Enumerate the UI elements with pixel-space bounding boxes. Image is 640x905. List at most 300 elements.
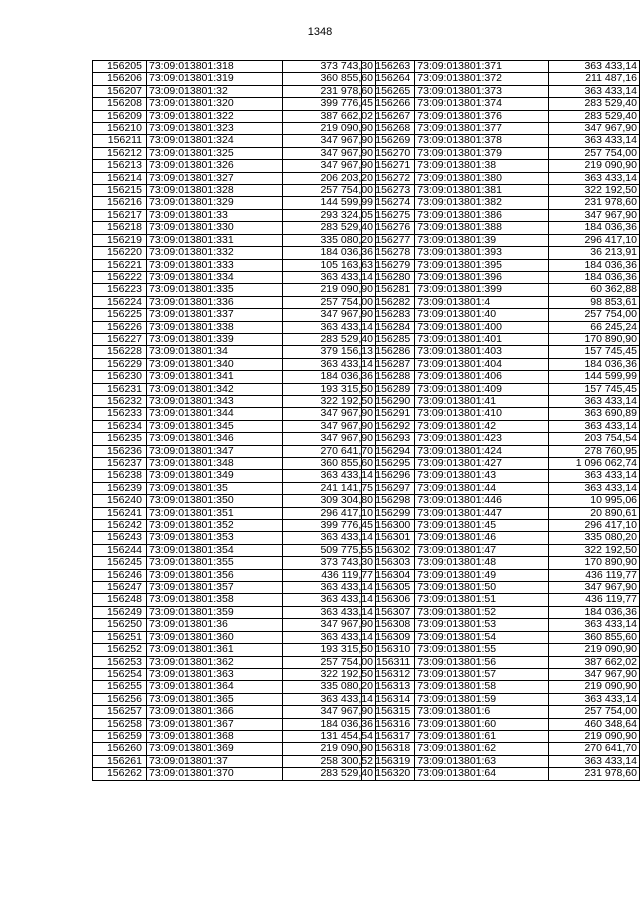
table-row bbox=[362, 730, 640, 742]
table-row bbox=[93, 333, 376, 345]
value-cell: 257 754,00 bbox=[548, 147, 639, 159]
cadastral-number-cell: 73:09:013801:401 bbox=[415, 333, 548, 345]
cadastral-number-cell: 73:09:013801:36 bbox=[147, 619, 283, 631]
row-number-cell: 156222 bbox=[93, 271, 147, 283]
cadastral-number-cell: 73:09:013801:320 bbox=[147, 98, 283, 110]
cadastral-number-cell: 73:09:013801:427 bbox=[415, 458, 548, 470]
table-row bbox=[362, 85, 640, 97]
row-number-cell: 156295 bbox=[362, 458, 415, 470]
cadastral-number-cell: 73:09:013801:39 bbox=[415, 234, 548, 246]
cadastral-number-cell: 73:09:013801:346 bbox=[147, 433, 283, 445]
row-number-cell: 156315 bbox=[362, 706, 415, 718]
row-number-cell: 156314 bbox=[362, 693, 415, 705]
value-cell: 363 690,89 bbox=[548, 408, 639, 420]
table-row bbox=[362, 123, 640, 135]
cadastral-number-cell: 73:09:013801:395 bbox=[415, 259, 548, 271]
table-row bbox=[362, 619, 640, 631]
cadastral-number-cell: 73:09:013801:354 bbox=[147, 544, 283, 556]
value-cell: 347 967,90 bbox=[283, 706, 376, 718]
row-number-cell: 156218 bbox=[93, 222, 147, 234]
cadastral-number-cell: 73:09:013801:6 bbox=[415, 706, 548, 718]
row-number-cell: 156250 bbox=[93, 619, 147, 631]
page-number: 1348 bbox=[307, 26, 333, 38]
value-cell: 20 890,61 bbox=[548, 507, 639, 519]
table-row bbox=[93, 594, 376, 606]
value-cell: 436 119,77 bbox=[283, 569, 376, 581]
table-row bbox=[93, 172, 376, 184]
table-row bbox=[362, 582, 640, 594]
table-row bbox=[93, 495, 376, 507]
row-number-cell: 156285 bbox=[362, 333, 415, 345]
value-cell: 373 743,30 bbox=[283, 61, 376, 73]
table-row bbox=[362, 172, 640, 184]
cadastral-number-cell: 73:09:013801:371 bbox=[415, 61, 548, 73]
table-row bbox=[93, 110, 376, 122]
cadastral-number-cell: 73:09:013801:331 bbox=[147, 234, 283, 246]
value-cell: 283 529,40 bbox=[283, 768, 376, 780]
value-cell: 347 967,90 bbox=[283, 408, 376, 420]
row-number-cell: 156313 bbox=[362, 681, 415, 693]
table-row bbox=[93, 371, 376, 383]
table-row bbox=[93, 346, 376, 358]
value-cell: 278 760,95 bbox=[548, 445, 639, 457]
value-cell: 296 417,10 bbox=[283, 507, 376, 519]
cadastral-number-cell: 73:09:013801:330 bbox=[147, 222, 283, 234]
value-cell: 363 433,14 bbox=[283, 631, 376, 643]
left-data-table bbox=[92, 60, 376, 781]
cadastral-number-cell: 73:09:013801:342 bbox=[147, 383, 283, 395]
value-cell: 347 967,90 bbox=[548, 209, 639, 221]
cadastral-number-cell: 73:09:013801:53 bbox=[415, 619, 548, 631]
cadastral-number-cell: 73:09:013801:33 bbox=[147, 209, 283, 221]
row-number-cell: 156311 bbox=[362, 656, 415, 668]
table-row bbox=[362, 681, 640, 693]
table-row bbox=[362, 371, 640, 383]
value-cell: 436 119,77 bbox=[548, 594, 639, 606]
value-cell: 283 529,40 bbox=[283, 333, 376, 345]
row-number-cell: 156245 bbox=[93, 557, 147, 569]
table-row bbox=[93, 160, 376, 172]
cadastral-number-cell: 73:09:013801:48 bbox=[415, 557, 548, 569]
value-cell: 231 978,60 bbox=[283, 85, 376, 97]
value-cell: 360 855,60 bbox=[548, 631, 639, 643]
cadastral-number-cell: 73:09:013801:386 bbox=[415, 209, 548, 221]
cadastral-number-cell: 73:09:013801:360 bbox=[147, 631, 283, 643]
row-number-cell: 156221 bbox=[93, 259, 147, 271]
table-row bbox=[362, 606, 640, 618]
value-cell: 347 967,90 bbox=[283, 420, 376, 432]
table-row bbox=[93, 681, 376, 693]
value-cell: 270 641,70 bbox=[548, 743, 639, 755]
table-row bbox=[362, 420, 640, 432]
cadastral-number-cell: 73:09:013801:37 bbox=[147, 755, 283, 767]
row-number-cell: 156272 bbox=[362, 172, 415, 184]
cadastral-number-cell: 73:09:013801:343 bbox=[147, 395, 283, 407]
cadastral-number-cell: 73:09:013801:379 bbox=[415, 147, 548, 159]
row-number-cell: 156205 bbox=[93, 61, 147, 73]
value-cell: 157 745,45 bbox=[548, 383, 639, 395]
value-cell: 206 203,20 bbox=[283, 172, 376, 184]
table-row bbox=[93, 445, 376, 457]
table-row bbox=[93, 631, 376, 643]
row-number-cell: 156260 bbox=[93, 743, 147, 755]
row-number-cell: 156299 bbox=[362, 507, 415, 519]
row-number-cell: 156253 bbox=[93, 656, 147, 668]
value-cell: 363 433,14 bbox=[283, 470, 376, 482]
table-row bbox=[362, 544, 640, 556]
cadastral-number-cell: 73:09:013801:339 bbox=[147, 333, 283, 345]
value-cell: 347 967,90 bbox=[283, 619, 376, 631]
row-number-cell: 156243 bbox=[93, 532, 147, 544]
table-row bbox=[93, 197, 376, 209]
row-number-cell: 156211 bbox=[93, 135, 147, 147]
value-cell: 105 163,63 bbox=[283, 259, 376, 271]
row-number-cell: 156294 bbox=[362, 445, 415, 457]
table-row bbox=[93, 259, 376, 271]
table-row bbox=[93, 544, 376, 556]
cadastral-number-cell: 73:09:013801:323 bbox=[147, 123, 283, 135]
value-cell: 219 090,90 bbox=[283, 743, 376, 755]
value-cell: 363 433,14 bbox=[548, 172, 639, 184]
table-row bbox=[362, 594, 640, 606]
value-cell: 257 754,00 bbox=[548, 309, 639, 321]
value-cell: 347 967,90 bbox=[283, 309, 376, 321]
cadastral-number-cell: 73:09:013801:327 bbox=[147, 172, 283, 184]
table-row bbox=[362, 755, 640, 767]
row-number-cell: 156254 bbox=[93, 668, 147, 680]
row-number-cell: 156319 bbox=[362, 755, 415, 767]
cadastral-number-cell: 73:09:013801:56 bbox=[415, 656, 548, 668]
value-cell: 363 433,14 bbox=[548, 619, 639, 631]
value-cell: 211 487,16 bbox=[548, 73, 639, 85]
row-number-cell: 156249 bbox=[93, 606, 147, 618]
table-row bbox=[93, 234, 376, 246]
table-row bbox=[362, 656, 640, 668]
row-number-cell: 156233 bbox=[93, 408, 147, 420]
value-cell: 363 433,14 bbox=[548, 420, 639, 432]
cadastral-number-cell: 73:09:013801:363 bbox=[147, 668, 283, 680]
cadastral-number-cell: 73:09:013801:62 bbox=[415, 743, 548, 755]
value-cell: 363 433,14 bbox=[283, 532, 376, 544]
value-cell: 241 141,75 bbox=[283, 482, 376, 494]
value-cell: 347 967,90 bbox=[548, 668, 639, 680]
cadastral-number-cell: 73:09:013801:64 bbox=[415, 768, 548, 780]
table-row bbox=[362, 185, 640, 197]
table-row bbox=[93, 98, 376, 110]
table-row bbox=[93, 706, 376, 718]
row-number-cell: 156267 bbox=[362, 110, 415, 122]
table-row bbox=[362, 271, 640, 283]
value-cell: 335 080,20 bbox=[548, 532, 639, 544]
row-number-cell: 156239 bbox=[93, 482, 147, 494]
table-row bbox=[362, 458, 640, 470]
table-row bbox=[362, 147, 640, 159]
value-cell: 363 433,14 bbox=[548, 135, 639, 147]
value-cell: 10 995,06 bbox=[548, 495, 639, 507]
value-cell: 363 433,14 bbox=[548, 755, 639, 767]
value-cell: 387 662,02 bbox=[283, 110, 376, 122]
row-number-cell: 156304 bbox=[362, 569, 415, 581]
row-number-cell: 156230 bbox=[93, 371, 147, 383]
cadastral-number-cell: 73:09:013801:340 bbox=[147, 358, 283, 370]
row-number-cell: 156248 bbox=[93, 594, 147, 606]
row-number-cell: 156258 bbox=[93, 718, 147, 730]
value-cell: 363 433,14 bbox=[283, 582, 376, 594]
row-number-cell: 156303 bbox=[362, 557, 415, 569]
value-cell: 257 754,00 bbox=[283, 185, 376, 197]
row-number-cell: 156214 bbox=[93, 172, 147, 184]
table-row bbox=[362, 61, 640, 73]
cadastral-number-cell: 73:09:013801:359 bbox=[147, 606, 283, 618]
cadastral-number-cell: 73:09:013801:41 bbox=[415, 395, 548, 407]
table-row bbox=[93, 718, 376, 730]
table-row bbox=[93, 693, 376, 705]
cadastral-number-cell: 73:09:013801:355 bbox=[147, 557, 283, 569]
table-row bbox=[362, 718, 640, 730]
value-cell: 283 529,40 bbox=[548, 110, 639, 122]
table-row bbox=[93, 147, 376, 159]
cadastral-number-cell: 73:09:013801:52 bbox=[415, 606, 548, 618]
cadastral-number-cell: 73:09:013801:357 bbox=[147, 582, 283, 594]
row-number-cell: 156244 bbox=[93, 544, 147, 556]
value-cell: 322 192,50 bbox=[283, 395, 376, 407]
table-row bbox=[362, 383, 640, 395]
cadastral-number-cell: 73:09:013801:333 bbox=[147, 259, 283, 271]
value-cell: 322 192,50 bbox=[548, 185, 639, 197]
value-cell: 60 362,88 bbox=[548, 284, 639, 296]
cadastral-number-cell: 73:09:013801:358 bbox=[147, 594, 283, 606]
table-row bbox=[362, 209, 640, 221]
table-row bbox=[362, 644, 640, 656]
value-cell: 436 119,77 bbox=[548, 569, 639, 581]
row-number-cell: 156292 bbox=[362, 420, 415, 432]
value-cell: 257 754,00 bbox=[283, 296, 376, 308]
table-row bbox=[362, 520, 640, 532]
value-cell: 193 315,50 bbox=[283, 383, 376, 395]
cadastral-number-cell: 73:09:013801:349 bbox=[147, 470, 283, 482]
cadastral-number-cell: 73:09:013801:35 bbox=[147, 482, 283, 494]
row-number-cell: 156209 bbox=[93, 110, 147, 122]
cadastral-number-cell: 73:09:013801:351 bbox=[147, 507, 283, 519]
cadastral-number-cell: 73:09:013801:324 bbox=[147, 135, 283, 147]
table-row bbox=[362, 135, 640, 147]
row-number-cell: 156223 bbox=[93, 284, 147, 296]
row-number-cell: 156274 bbox=[362, 197, 415, 209]
row-number-cell: 156281 bbox=[362, 284, 415, 296]
table-row bbox=[362, 110, 640, 122]
value-cell: 363 433,14 bbox=[548, 470, 639, 482]
table-row bbox=[93, 569, 376, 581]
cadastral-number-cell: 73:09:013801:369 bbox=[147, 743, 283, 755]
cadastral-number-cell: 73:09:013801:334 bbox=[147, 271, 283, 283]
table-row bbox=[93, 582, 376, 594]
cadastral-number-cell: 73:09:013801:54 bbox=[415, 631, 548, 643]
table-row bbox=[362, 247, 640, 259]
row-number-cell: 156234 bbox=[93, 420, 147, 432]
cadastral-number-cell: 73:09:013801:378 bbox=[415, 135, 548, 147]
row-number-cell: 156238 bbox=[93, 470, 147, 482]
row-number-cell: 156262 bbox=[93, 768, 147, 780]
cadastral-number-cell: 73:09:013801:32 bbox=[147, 85, 283, 97]
row-number-cell: 156312 bbox=[362, 668, 415, 680]
row-number-cell: 156247 bbox=[93, 582, 147, 594]
table-row bbox=[93, 730, 376, 742]
value-cell: 184 036,36 bbox=[548, 222, 639, 234]
table-row bbox=[93, 532, 376, 544]
table-row bbox=[362, 668, 640, 680]
table-row bbox=[93, 482, 376, 494]
cadastral-number-cell: 73:09:013801:55 bbox=[415, 644, 548, 656]
row-number-cell: 156300 bbox=[362, 520, 415, 532]
table-row bbox=[93, 321, 376, 333]
table-row bbox=[93, 395, 376, 407]
row-number-cell: 156241 bbox=[93, 507, 147, 519]
row-number-cell: 156207 bbox=[93, 85, 147, 97]
table-row bbox=[362, 395, 640, 407]
cadastral-number-cell: 73:09:013801:446 bbox=[415, 495, 548, 507]
cadastral-number-cell: 73:09:013801:325 bbox=[147, 147, 283, 159]
cadastral-number-cell: 73:09:013801:410 bbox=[415, 408, 548, 420]
table-row bbox=[362, 557, 640, 569]
row-number-cell: 156309 bbox=[362, 631, 415, 643]
row-number-cell: 156215 bbox=[93, 185, 147, 197]
table-row bbox=[93, 408, 376, 420]
value-cell: 270 641,70 bbox=[283, 445, 376, 457]
value-cell: 144 599,99 bbox=[283, 197, 376, 209]
table-row bbox=[93, 606, 376, 618]
value-cell: 144 599,99 bbox=[548, 371, 639, 383]
cadastral-number-cell: 73:09:013801:338 bbox=[147, 321, 283, 333]
cadastral-number-cell: 73:09:013801:58 bbox=[415, 681, 548, 693]
value-cell: 347 967,90 bbox=[283, 433, 376, 445]
value-cell: 509 775,55 bbox=[283, 544, 376, 556]
value-cell: 399 776,45 bbox=[283, 520, 376, 532]
row-number-cell: 156286 bbox=[362, 346, 415, 358]
cadastral-number-cell: 73:09:013801:396 bbox=[415, 271, 548, 283]
table-row bbox=[362, 284, 640, 296]
cadastral-number-cell: 73:09:013801:61 bbox=[415, 730, 548, 742]
row-number-cell: 156220 bbox=[93, 247, 147, 259]
cadastral-number-cell: 73:09:013801:60 bbox=[415, 718, 548, 730]
value-cell: 203 754,54 bbox=[548, 433, 639, 445]
row-number-cell: 156251 bbox=[93, 631, 147, 643]
value-cell: 335 080,20 bbox=[283, 681, 376, 693]
table-row bbox=[362, 222, 640, 234]
row-number-cell: 156240 bbox=[93, 495, 147, 507]
table-row bbox=[362, 569, 640, 581]
table-row bbox=[93, 61, 376, 73]
cadastral-number-cell: 73:09:013801:347 bbox=[147, 445, 283, 457]
cadastral-number-cell: 73:09:013801:364 bbox=[147, 681, 283, 693]
row-number-cell: 156265 bbox=[362, 85, 415, 97]
row-number-cell: 156318 bbox=[362, 743, 415, 755]
row-number-cell: 156273 bbox=[362, 185, 415, 197]
value-cell: 184 036,36 bbox=[548, 606, 639, 618]
cadastral-number-cell: 73:09:013801:361 bbox=[147, 644, 283, 656]
table-row bbox=[93, 668, 376, 680]
table-row bbox=[93, 470, 376, 482]
table-row bbox=[362, 743, 640, 755]
value-cell: 219 090,90 bbox=[283, 123, 376, 135]
row-number-cell: 156310 bbox=[362, 644, 415, 656]
cadastral-number-cell: 73:09:013801:46 bbox=[415, 532, 548, 544]
cadastral-number-cell: 73:09:013801:447 bbox=[415, 507, 548, 519]
table-row bbox=[362, 768, 640, 780]
value-cell: 258 300,52 bbox=[283, 755, 376, 767]
row-number-cell: 156246 bbox=[93, 569, 147, 581]
row-number-cell: 156229 bbox=[93, 358, 147, 370]
row-number-cell: 156263 bbox=[362, 61, 415, 73]
cadastral-number-cell: 73:09:013801:377 bbox=[415, 123, 548, 135]
table-row bbox=[93, 383, 376, 395]
cadastral-number-cell: 73:09:013801:332 bbox=[147, 247, 283, 259]
table-row bbox=[93, 557, 376, 569]
value-cell: 363 433,14 bbox=[283, 321, 376, 333]
value-cell: 309 304,80 bbox=[283, 495, 376, 507]
value-cell: 399 776,45 bbox=[283, 98, 376, 110]
value-cell: 296 417,10 bbox=[548, 520, 639, 532]
cadastral-number-cell: 73:09:013801:329 bbox=[147, 197, 283, 209]
row-number-cell: 156289 bbox=[362, 383, 415, 395]
table-row bbox=[93, 222, 376, 234]
table-row bbox=[93, 85, 376, 97]
value-cell: 184 036,36 bbox=[283, 371, 376, 383]
table-row bbox=[93, 358, 376, 370]
value-cell: 347 967,90 bbox=[283, 147, 376, 159]
row-number-cell: 156257 bbox=[93, 706, 147, 718]
cadastral-number-cell: 73:09:013801:336 bbox=[147, 296, 283, 308]
row-number-cell: 156228 bbox=[93, 346, 147, 358]
cadastral-number-cell: 73:09:013801:399 bbox=[415, 284, 548, 296]
row-number-cell: 156235 bbox=[93, 433, 147, 445]
table-row bbox=[362, 296, 640, 308]
value-cell: 184 036,36 bbox=[283, 718, 376, 730]
table-row bbox=[93, 768, 376, 780]
table-row bbox=[362, 408, 640, 420]
table-row bbox=[362, 507, 640, 519]
cadastral-number-cell: 73:09:013801:382 bbox=[415, 197, 548, 209]
table-row bbox=[362, 333, 640, 345]
row-number-cell: 156280 bbox=[362, 271, 415, 283]
row-number-cell: 156225 bbox=[93, 309, 147, 321]
table-row bbox=[93, 284, 376, 296]
cadastral-number-cell: 73:09:013801:40 bbox=[415, 309, 548, 321]
table-row bbox=[362, 532, 640, 544]
table-row bbox=[362, 706, 640, 718]
table-row bbox=[93, 247, 376, 259]
row-number-cell: 156212 bbox=[93, 147, 147, 159]
row-number-cell: 156288 bbox=[362, 371, 415, 383]
cadastral-number-cell: 73:09:013801:356 bbox=[147, 569, 283, 581]
table-row bbox=[93, 420, 376, 432]
row-number-cell: 156256 bbox=[93, 693, 147, 705]
row-number-cell: 156224 bbox=[93, 296, 147, 308]
table-row bbox=[93, 507, 376, 519]
value-cell: 347 967,90 bbox=[548, 123, 639, 135]
row-number-cell: 156275 bbox=[362, 209, 415, 221]
value-cell: 360 855,60 bbox=[283, 73, 376, 85]
value-cell: 257 754,00 bbox=[548, 706, 639, 718]
cadastral-number-cell: 73:09:013801:365 bbox=[147, 693, 283, 705]
value-cell: 170 890,90 bbox=[548, 557, 639, 569]
row-number-cell: 156277 bbox=[362, 234, 415, 246]
table-row bbox=[362, 197, 640, 209]
table-row bbox=[93, 458, 376, 470]
table-row bbox=[362, 73, 640, 85]
table-row bbox=[93, 520, 376, 532]
value-cell: 387 662,02 bbox=[548, 656, 639, 668]
table-row bbox=[362, 470, 640, 482]
